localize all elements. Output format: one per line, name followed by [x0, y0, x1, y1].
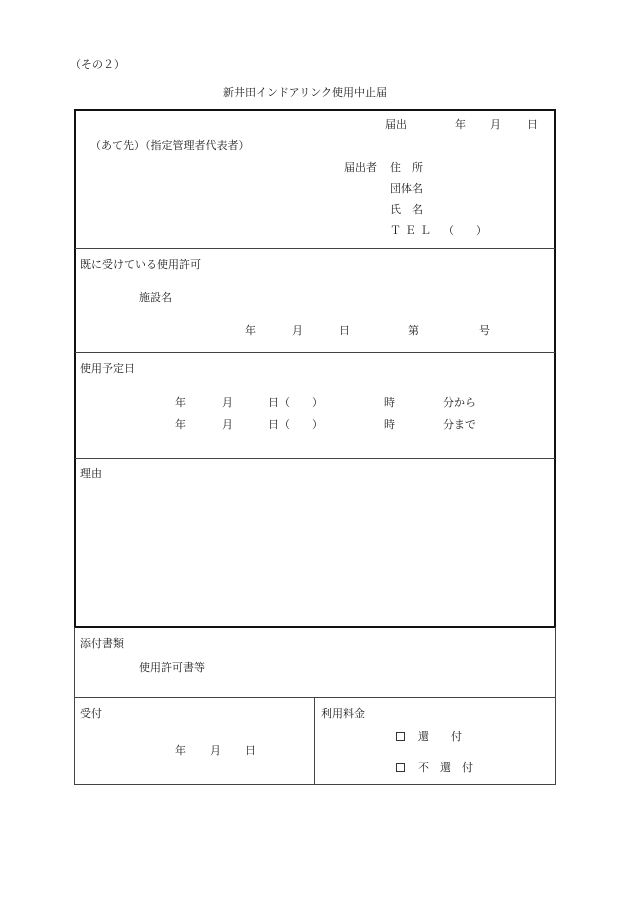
schedule-month: 月	[222, 418, 233, 431]
schedule-hour: 時	[384, 418, 395, 431]
applicant-label: 届出者	[344, 161, 377, 174]
attachment-item: 使用許可書等	[139, 661, 205, 674]
reception-month: 月	[210, 744, 221, 757]
separator-header	[75, 248, 555, 249]
schedule-year: 年	[175, 418, 186, 431]
reception-heading: 受付	[80, 707, 102, 720]
document-title: 新井田インドアリンク使用中止届	[223, 86, 388, 99]
address-label: 住 所	[390, 161, 423, 174]
no-refund-checkbox[interactable]	[396, 763, 405, 772]
date-year: 年	[455, 118, 466, 131]
tel-label: ＴＥＬ	[390, 224, 435, 237]
tel-parens: （ ）	[443, 224, 487, 237]
schedule-heading: 使用予定日	[80, 362, 135, 375]
addressee: （あて先）（指定管理者代表者）	[90, 139, 250, 152]
reception-year: 年	[175, 744, 186, 757]
group-name-label: 団体名	[390, 182, 423, 195]
reason-heading: 理由	[80, 467, 102, 480]
refund-checkbox[interactable]	[396, 732, 405, 741]
facility-label: 施設名	[139, 291, 172, 304]
fee-heading: 利用料金	[321, 707, 365, 720]
no-refund-label: 不 還 付	[418, 761, 473, 774]
separator-attachment	[75, 697, 555, 698]
date-day: 日	[527, 118, 538, 131]
schedule-minute: 分まで	[443, 418, 476, 431]
main-form-box	[74, 109, 556, 628]
permit-year: 年	[245, 324, 256, 337]
form-number: （その２）	[70, 58, 125, 71]
permit-month: 月	[292, 324, 303, 337]
separator-permit	[75, 352, 555, 353]
date-month: 月	[490, 118, 501, 131]
permit-day: 日	[339, 324, 350, 337]
schedule-year: 年	[175, 396, 186, 409]
separator-schedule	[75, 458, 555, 459]
name-label: 氏 名	[390, 203, 423, 216]
schedule-day: 日（ ）	[268, 418, 323, 431]
lower-form-box	[74, 627, 556, 785]
reception-day: 日	[245, 744, 256, 757]
permit-heading: 既に受けている使用許可	[80, 258, 201, 271]
permit-no-suffix: 号	[479, 324, 490, 337]
permit-no-prefix: 第	[408, 324, 419, 337]
schedule-minute: 分から	[443, 396, 476, 409]
refund-label: 還 付	[418, 730, 462, 743]
schedule-month: 月	[222, 396, 233, 409]
attachment-heading: 添付書類	[80, 637, 124, 650]
separator-reception-fee	[314, 697, 315, 785]
date-label: 届出	[385, 118, 407, 131]
schedule-day: 日（ ）	[268, 396, 323, 409]
schedule-hour: 時	[384, 396, 395, 409]
